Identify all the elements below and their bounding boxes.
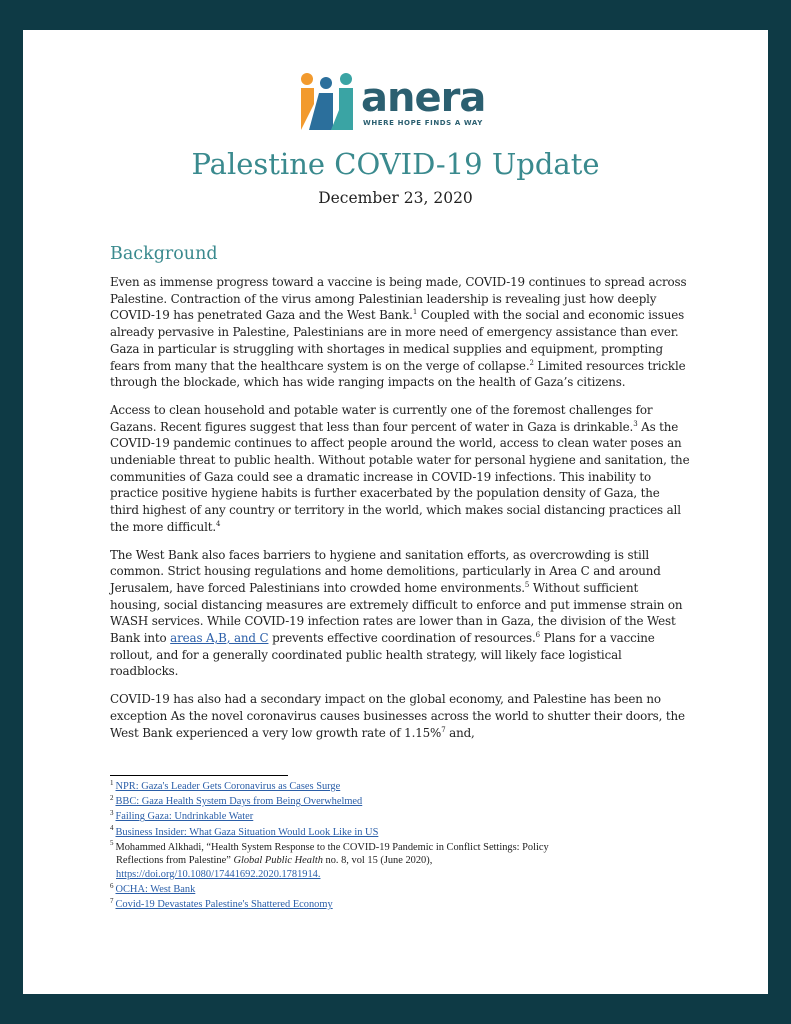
anera-logo [295,70,500,132]
logo-tagline: WHERE HOPE FINDS A WAY [363,119,483,127]
paragraph-4: COVID-19 has also had a secondary impact on the global economy, and Palestine has been no exception As the novel coronavirus causes businesses across the world to shutter their doors, the West Bank experienced a very low growth rate of 1.15%$^7$ and, [110,692,685,740]
page-title: Palestine COVID-19 Update [191,147,600,181]
footnote-ref: 5 [524,580,530,589]
footnote-7: $^7$ Covid-19 Devastates Palestine's Shattered Economy [110,896,333,911]
logo-wordmark: anera [361,75,486,121]
document-body [110,274,690,752]
footnote-ref: 7 [441,725,446,734]
footnote-6: $^6$ OCHA: West Bank [110,881,196,896]
document-page [23,30,768,994]
footnote-link[interactable]: OCHA: West Bank [115,884,196,896]
footnote-link[interactable]: BBC: Gaza Health System Days from Being Overwhelmed [115,796,363,808]
footnote-1: $^1$ NPR: Gaza's Leader Gets Coronavirus as Cases Surge [110,778,341,792]
footnote-ref: 1 [412,308,418,317]
footnote-2: $^2$ BBC: Gaza Health System Days from Being Overwhelmed [110,793,363,808]
paragraph-2: Access to clean household and potable water is currently one of the foremost challenges for Gazans. Recent figures suggest that less than four percent of water in Gaza is drinkable.$^3$ As the COVID-19 pandemic continues to affect people around the world, access to clean water poses an undeniable threat to public health. Without potable water for personal hygiene and sanitation, the communities of Gaza could see a dramatic increase in COVID-19 infections. This inability to practice positive hygiene habits is further exacerbated by the population density of Gaza, the third highest of any country or territory in the world, which makes social distancing practices all the more difficult.$^4$ [110,402,690,534]
doi-link[interactable]: https://doi.org/10.1080/17441692.2020.1781914. [116,868,321,880]
paragraph-1: Even as immense progress toward a vaccine is being made, COVID-19 continues to spread across Palestine. Contraction of the virus among Palestinian leadership is revealing just how deeply COVID-19 has penetrated Gaza and the West Bank.$^1$ Coupled with the social and economic issues already pervasive in Palestine, Palestinians are in more need of emergency assistance than ever. Gaza in particular is struggling with shortages in medical supplies and equipment, prompting fears from many that the healthcare system is on the verge of collapse.$^2$ Limited resources trickle through the blockade, which has wide ranging impacts on the health of Gaza’s citizens. [110,275,687,390]
footnote-ref: 6 [535,631,540,640]
areas-abc-link[interactable]: areas A,B, and C [170,631,269,646]
section-heading: Background [110,244,218,264]
footnote-5: $^5$ Mohammed Alkhadi, “Health System Response to the COVID-19 Pandemic in Conflict Settings: Policy Reflections from Palestine” Global Public Health no. 8, vol 15 (June 2020), https://doi.org/10.1080/17441692.2020.1781914. [110,839,549,880]
footnote-ref: 3 [633,419,638,428]
people-logo-icon [295,70,359,132]
footnote-ref: 4 [216,519,221,528]
paragraph-3: The West Bank also faces barriers to hygiene and sanitation efforts, as overcrowding is still common. Strict housing regulations and home demolitions, particularly in Area C and around Jerusalem, have forced Palestinians into crowded home environments.$^5$ Without sufficient housing, social distancing measures are extremely difficult to enforce and put immense strain on WASH services. While COVID-19 infection rates are lower than in Gaza, the division of the West Bank into areas A,B, and C prevents effective coordination of resources.$^6$ Plans for a vaccine rollout, and for a generally coordinated public health strategy, will likely face logistical roadblocks. [110,547,683,679]
footnote-4: $^4$ Business Insider: What Gaza Situation Would Look Like in US [110,824,379,838]
footnote-link[interactable]: Covid-19 Devastates Palestine's Shattered Economy [115,899,333,911]
footnote-link[interactable]: Business Insider: What Gaza Situation Would Look Like in US [115,826,379,838]
footnote-link[interactable]: Failing Gaza: Undrinkable Water [115,811,254,823]
footnote-link[interactable]: NPR: Gaza's Leader Gets Coronavirus as Cases Surge [115,781,341,792]
footnote-ref: 2 [529,358,534,367]
footnote-divider [110,775,288,776]
footnotes [110,780,700,914]
document-date: December 23, 2020 [318,189,473,207]
footnote-3: $^3$ Failing Gaza: Undrinkable Water [110,808,254,823]
